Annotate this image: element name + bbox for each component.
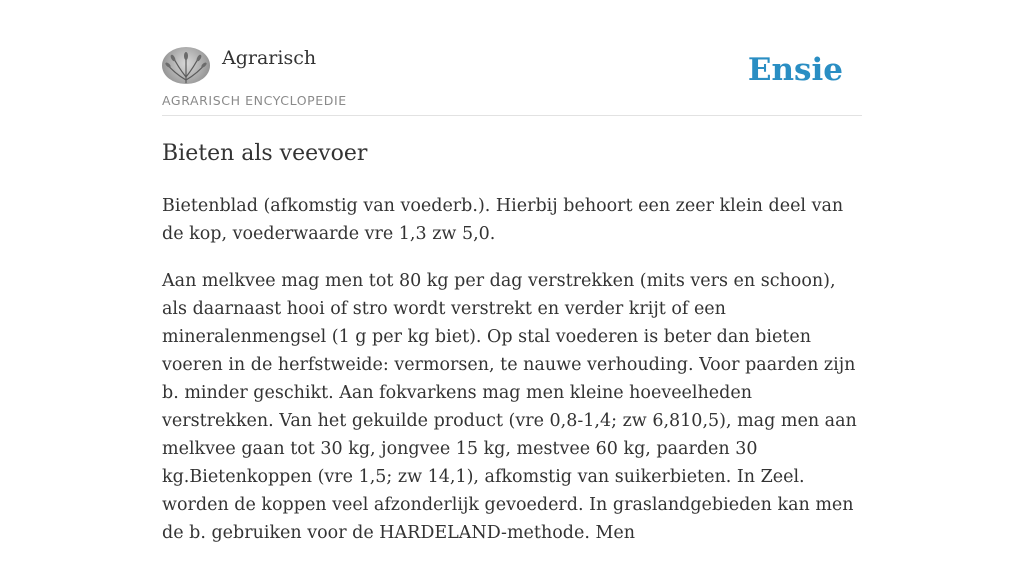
- header: [162, 0, 862, 116]
- brand-logo[interactable]: Ensie: [747, 52, 843, 88]
- article-body: [162, 192, 862, 566]
- article-paragraph: Aan melkvee mag men tot 80 kg per dag verstrekken (mits vers en schoon), als daarnaast hooi of stro wordt verstrekt en verder krijt of een mineralenmengsel (1 g per kg biet). Op stal voederen is beter dan bieten voeren in de herfstweide: vermorsen, te nauwe verhouding. Voor paarden zijn b. minder geschikt. Aan fokvarkens mag men kleine hoeveelheden verstrekken. Van het gekuilde product (vre 0,8-1,4; zw 6,810,5), mag men aan melkvee gaan tot 30 kg, jongvee 15 kg, mestvee 60 kg, paarden 30 kg.Bietenkoppen (vre 1,5; zw 14,1), afkomstig van suikerbieten. In Zeel. worden de koppen veel afzonderlijk gevoederd. In graslandgebieden kan men de b. gebruiken voor de HARDELAND-methode. Men: [162, 271, 857, 543]
- content-container: [162, 0, 862, 543]
- article-paragraph: Bietenblad (afkomstig van voederb.). Hierbij behoort een zeer klein deel van de kop, voederwaarde vre 1,3 zw 5,0.: [162, 196, 844, 244]
- wheat-icon[interactable]: [162, 47, 210, 84]
- source-subtitle[interactable]: AGRARISCH ENCYCLOPEDIE: [162, 93, 347, 108]
- article-title: Bieten als veevoer: [162, 141, 368, 166]
- source-name[interactable]: Agrarisch: [222, 47, 317, 69]
